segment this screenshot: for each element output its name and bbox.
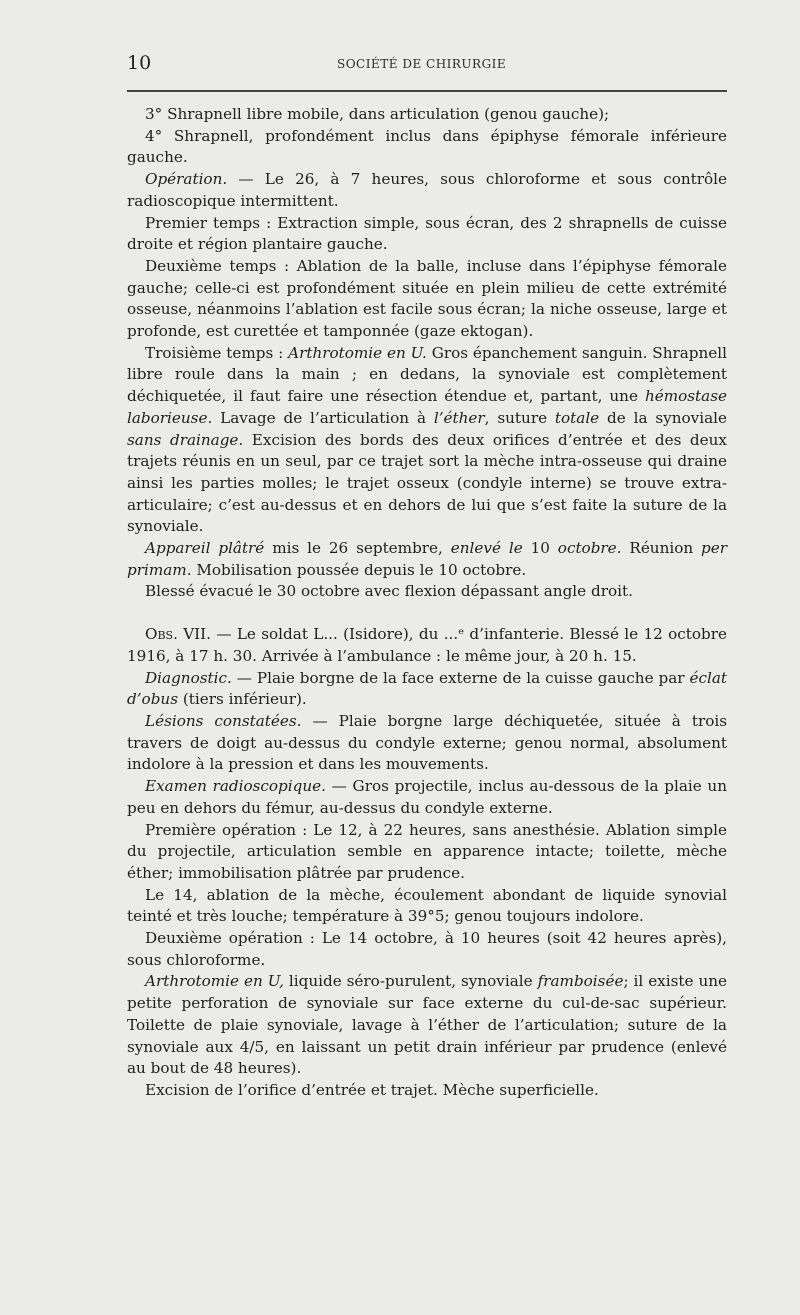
observation-heading-paragraph — [127, 624, 727, 667]
text-run: — Plaie borgne de la face externe de la cuisse gauche par — [231, 668, 690, 687]
italic-text: framboisée — [537, 972, 624, 991]
text-run: — Le 26, à 7 heures, sous chloroforme et sous contrôle radioscopique intermittent. — [127, 170, 727, 210]
text-run: Premier temps : Extraction simple, sous écran, des 2 shrapnells de cuisse droite et région plantaire gauche. — [127, 213, 727, 254]
text-run: — Gros projectile, inclus au-dessous de la plaie un peu en dehors du fémur, au-dessus du condyle externe. — [127, 777, 727, 817]
paragraph — [127, 711, 727, 776]
text-run: Troisième temps : — [145, 343, 289, 362]
italic-text: Lésions constatées. — [145, 711, 302, 730]
italic-text: octobre. — [557, 539, 622, 558]
italic-text: Opération. — [145, 170, 228, 189]
paragraph — [127, 538, 727, 581]
text-run: (tiers inférieur). — [178, 690, 307, 709]
italic-text: l’éther — [433, 408, 485, 427]
text-run: ; il existe une petite perforation de synoviale sur face externe du cul-de-sac supérieur. Toilette de plaie synoviale, lavage à l’éther de l’articulation; suture de la synoviale aux 4/5, en laissant un petit drain inférieur par prudence (enlevé au bout de 48 heures). — [127, 972, 727, 1078]
italic-text: per primam. — [127, 539, 728, 579]
text-run: mis le 26 septembre, — [264, 539, 451, 558]
observation-label: Obs. VII. — [145, 625, 212, 644]
text-run: Première opération : Le 12, à 22 heures, sans anesthésie. Ablation simple du projectile, articulation semble en apparence intacte; toilette, mèche éther; immobilisation plâtrée par prudence. — [127, 820, 727, 882]
paragraph — [127, 1080, 727, 1102]
text-run: Deuxième temps : Ablation de la balle, incluse dans l’épiphyse fémorale gauche; celle-ci est profondément située en plein milieu de cette extrémité osseuse, néanmoins l’ablation est facile sous écran; la niche osseuse, large et profonde, est curettée et tamponnée (gaze ektogan). — [127, 256, 727, 341]
text-run: , suture — [484, 408, 555, 427]
text-run: Le 14, ablation de la mèche, écoulement abondant de liquide synovial teinté et très louche; température à 39°5; genou toujours indolore. — [127, 885, 727, 926]
header-rule — [127, 90, 727, 92]
text-run: — Plaie borgne large déchiquetée, située à trois travers de doigt au-dessus du condyle externe; genou normal, absolument indolore à la pression et dans les mouvements. — [127, 711, 727, 774]
italic-text: hémostase laborieuse. — [127, 387, 727, 427]
italic-text: enlevé le — [450, 539, 523, 558]
running-title: SOCIÉTÉ DE CHIRURGIE — [337, 57, 507, 71]
text-run: 3° Shrapnell libre mobile, dans articulation (genou gauche); — [145, 105, 610, 123]
text-run: 10 — [522, 539, 558, 558]
italic-text: Examen radioscopique. — [145, 777, 326, 796]
body-text — [127, 104, 727, 1102]
text-run: Deuxième opération : Le 14 octobre, à 10 heures (soit 42 heures après), sous chloroforme. — [127, 929, 727, 969]
paragraph — [127, 104, 727, 126]
paragraph — [127, 668, 727, 711]
text-run: Gros épanchement sanguin. Shrapnell libre roule dans la main ; en dedans, la synoviale est complètement déchiquetée, il faut faire une résection étendue et, partant, une — [127, 343, 728, 406]
italic-text: éclat d’obus — [127, 668, 727, 709]
italic-text: Appareil plâtré — [145, 539, 265, 558]
text-run: de la synoviale — [599, 408, 727, 427]
paragraph — [127, 776, 727, 819]
italic-text: Arthrotomie en U, — [145, 972, 284, 991]
italic-text: sans drainage. — [127, 430, 244, 449]
page-number: 10 — [127, 52, 152, 74]
italic-text: totale — [554, 408, 600, 427]
paragraph — [127, 126, 727, 169]
paragraph — [127, 343, 727, 538]
text-run: Blessé évacué le 30 octobre avec flexion dépassant angle droit. — [145, 582, 633, 601]
paragraph — [127, 971, 727, 1080]
paragraph — [127, 885, 727, 928]
text-run: Mobilisation poussée depuis le 10 octobre. — [191, 560, 527, 579]
text-run: — Le soldat L... (Isidore), du ...ᵉ d’infanterie. Blessé le 12 octobre 1916, à 17 h. 30. Arrivée à l’ambulance : le même jour, à 20 h. 15. — [127, 625, 727, 665]
text-run: liquide séro-purulent, synoviale — [283, 972, 538, 991]
paragraph — [127, 820, 727, 885]
text-run: Réunion — [621, 539, 702, 558]
text-run: Excision de l’orifice d’entrée et trajet. Mèche superficielle. — [145, 1080, 599, 1099]
paragraph — [127, 928, 727, 971]
text-run: Excision des bords des deux orifices d’entrée et des deux trajets réunis en un seul, par ce trajet sort la mèche intra-osseuse qui draine ainsi les parties molles; le trajet osseux (condyle interne) se trouve extra-articulaire; c’est au-dessus et en dehors de lui que s’est faite la suture de la synoviale. — [127, 430, 727, 536]
italic-text: Arthrotomie en U. — [288, 343, 427, 362]
paragraph — [127, 581, 727, 603]
paragraph — [127, 169, 727, 212]
italic-text: Diagnostic. — [145, 668, 232, 687]
text-run: 4° Shrapnell, profondément inclus dans épiphyse fémorale inférieure gauche. — [127, 126, 727, 167]
text-run: Lavage de l’articulation à — [212, 408, 434, 427]
paragraph — [127, 213, 727, 256]
page-header — [127, 52, 727, 76]
paragraph — [127, 256, 727, 343]
